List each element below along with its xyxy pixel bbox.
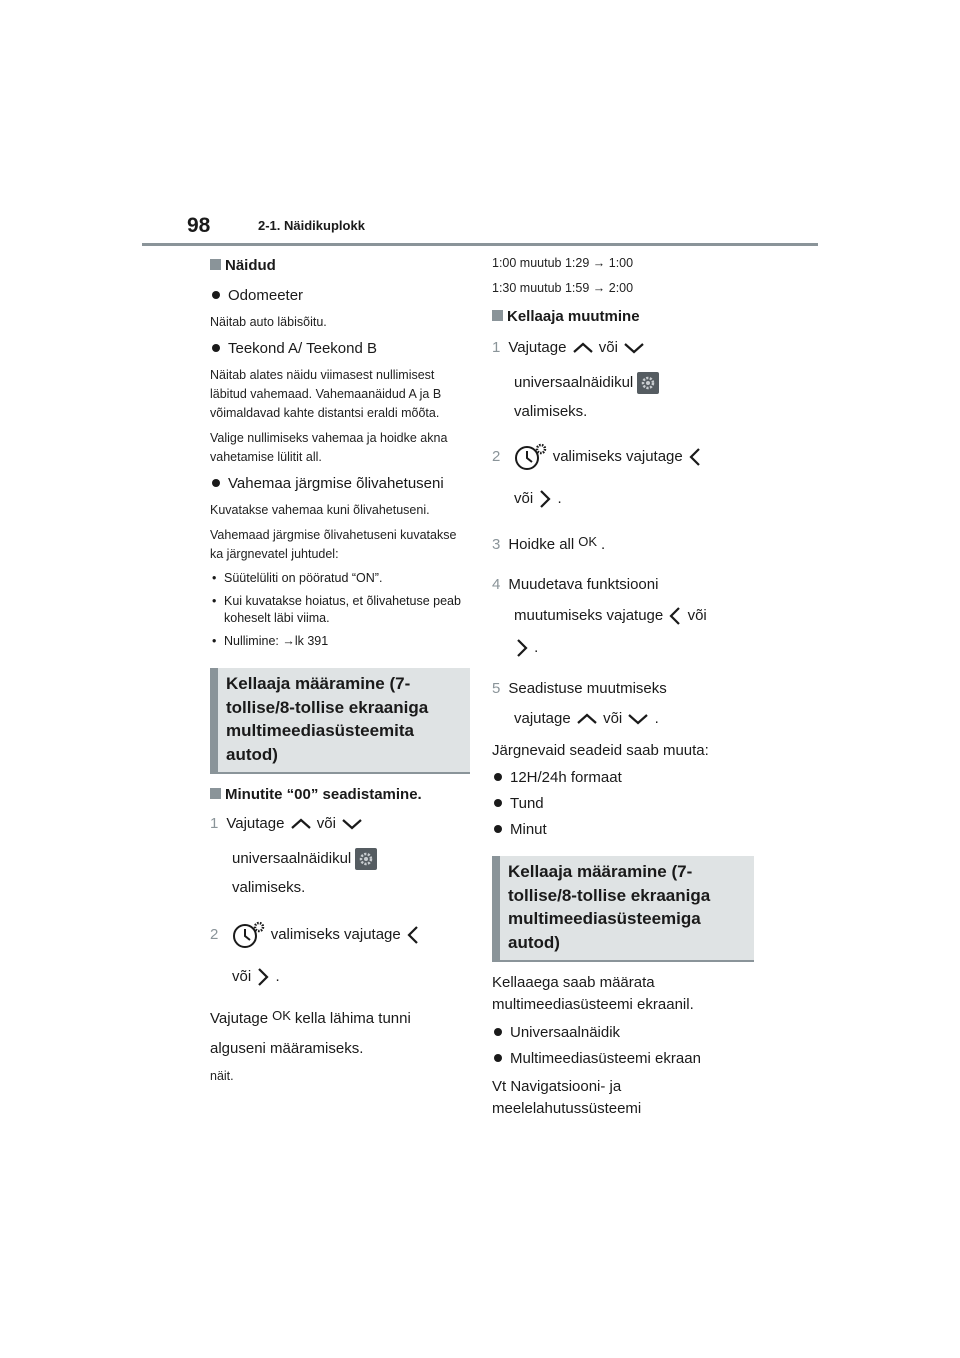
step-5-cont: vajutage või . xyxy=(514,710,659,727)
list-item: • Nullimine: →lk 391 xyxy=(210,633,470,650)
settings-gear-icon xyxy=(637,372,659,394)
chevron-left-icon xyxy=(405,924,421,946)
trip-text-1: Näitab alates näidu viimasest nullimisest läbitud vahemaad. Vahemaanäidud A ja B võimaldavad kahte distantsi eraldi mõõta. xyxy=(210,368,442,420)
header-rule xyxy=(142,243,818,246)
step-4-cont: muutumiseks vajatuge või xyxy=(492,605,754,627)
chevron-right-icon xyxy=(537,488,553,510)
chevron-down-icon xyxy=(340,817,364,831)
bullet-minute: Minut xyxy=(492,821,754,838)
bullet-icon xyxy=(494,1028,502,1036)
step-5: 5 Seadistuse muutmiseks xyxy=(492,680,667,697)
square-bullet-icon xyxy=(210,788,221,799)
trip-text-2: Valige nullimiseks vahemaa ja hoidke akna vahetamise lülitit all. xyxy=(210,431,448,464)
list-item: • Süütelüliti on pööratud “ON”. xyxy=(210,570,470,587)
page-number: 98 xyxy=(187,214,211,237)
bullet-multimedia: Multimeediasüsteemi ekraan xyxy=(492,1050,754,1067)
chevron-down-icon xyxy=(622,341,646,355)
step-4: 4 Muudetava funktsiooni xyxy=(492,576,659,593)
section-title: 2-1. Näidikuplokk xyxy=(258,218,365,233)
bullet-hour: Tund xyxy=(492,795,754,812)
bullet-icon xyxy=(212,291,220,299)
chevron-down-icon xyxy=(626,712,650,726)
step-1-cont: universaalnäidikul xyxy=(210,848,470,870)
bullet-oil: Vahemaa järgmise õlivahetuseni xyxy=(210,475,470,492)
clock-settings-icon xyxy=(231,920,267,950)
bullet-icon xyxy=(494,773,502,781)
clock-settings-icon xyxy=(513,442,549,472)
oil-text-2: Vahemaad järgmise õlivahetuseni kuvatakse ka järgnevatel juhtudel: xyxy=(210,528,457,561)
settings-gear-icon xyxy=(355,848,377,870)
left-column xyxy=(210,252,470,1092)
step-1: 1 Vajutage või xyxy=(492,338,754,358)
chevron-up-icon xyxy=(289,817,313,831)
oil-text-1: Kuvatakse vahemaa kuni õlivahetuseni. xyxy=(210,503,430,517)
odometer-text: Näitab auto läbisõitu. xyxy=(210,315,327,329)
bullet-icon xyxy=(494,1054,502,1062)
list-item: • Kui kuvatakse hoiatus, et õlivahetuse peab koheselt läbi viima. xyxy=(210,593,470,627)
section-box-heading-1: Kellaaja määramine (7-tollise/8-tollise ekraaniga multimeediasüsteemita autod) xyxy=(210,668,470,774)
chevron-left-icon xyxy=(667,605,683,627)
chevron-up-icon xyxy=(575,712,599,726)
bullet-icon xyxy=(494,799,502,807)
nav-paragraph: Vt Navigatsiooni- ja meelelahutussüsteemi xyxy=(492,1078,642,1117)
chevron-up-icon xyxy=(571,341,595,355)
step-2-cont: või . xyxy=(210,966,470,988)
chevron-right-icon xyxy=(514,637,530,659)
bullet-trip: Teekond A/ Teekond B xyxy=(210,340,470,357)
step-2-cont: või . xyxy=(492,488,754,510)
chevron-left-icon xyxy=(687,446,703,468)
heading-change: Kellaaja muutmine xyxy=(492,308,754,325)
ok-paragraph: Vajutage OK kella lähima tunni xyxy=(210,1008,411,1027)
bullet-format: 12H/24h formaat xyxy=(492,769,754,786)
step-4-end: . xyxy=(492,637,754,659)
section-box-heading-2: Kellaaja määramine (7-tollise/8-tollise ekraaniga multimeediasüsteemiga autod) xyxy=(492,856,754,962)
step-1-end: valimiseks. xyxy=(514,403,588,420)
heading-naidud: Näidud xyxy=(210,257,470,274)
bullet-icon xyxy=(494,825,502,833)
set-paragraph: Kellaaega saab määrata multimeediasüsteemi ekraanil. xyxy=(492,974,694,1013)
example-2: 1:30 muutub 1:59 → 2:00 xyxy=(492,281,634,295)
step-1-end: valimiseks. xyxy=(232,879,306,896)
bullet-icon xyxy=(212,344,220,352)
bullet-odometer: Odomeeter xyxy=(210,287,470,304)
settings-intro: Järgnevaid seadeid saab muuta: xyxy=(492,742,709,759)
example-label: näit. xyxy=(210,1069,234,1083)
step-1-cont: universaalnäidikul xyxy=(492,372,754,394)
chevron-right-icon xyxy=(255,966,271,988)
ok-button-icon: OK xyxy=(578,534,598,549)
step-2: 2 valimiseks vajutage xyxy=(210,920,470,950)
right-column xyxy=(492,252,754,1120)
step-1: 1 Vajutage või xyxy=(210,814,470,834)
ok-paragraph-end: alguseni määramiseks. xyxy=(210,1040,364,1057)
square-bullet-icon xyxy=(210,259,221,270)
heading-minutes: Minutite “00” seadistamine. xyxy=(210,786,470,803)
ok-button-icon: OK xyxy=(272,1008,291,1023)
step-2: 2 valimiseks vajutage xyxy=(492,442,754,472)
bullet-icon xyxy=(212,479,220,487)
square-bullet-icon xyxy=(492,310,503,321)
bullet-universal: Universaalnäidik xyxy=(492,1024,754,1041)
example-1: 1:00 muutub 1:29 → 1:00 xyxy=(492,256,634,270)
step-3: 3 Hoidke all OK . xyxy=(492,534,606,553)
